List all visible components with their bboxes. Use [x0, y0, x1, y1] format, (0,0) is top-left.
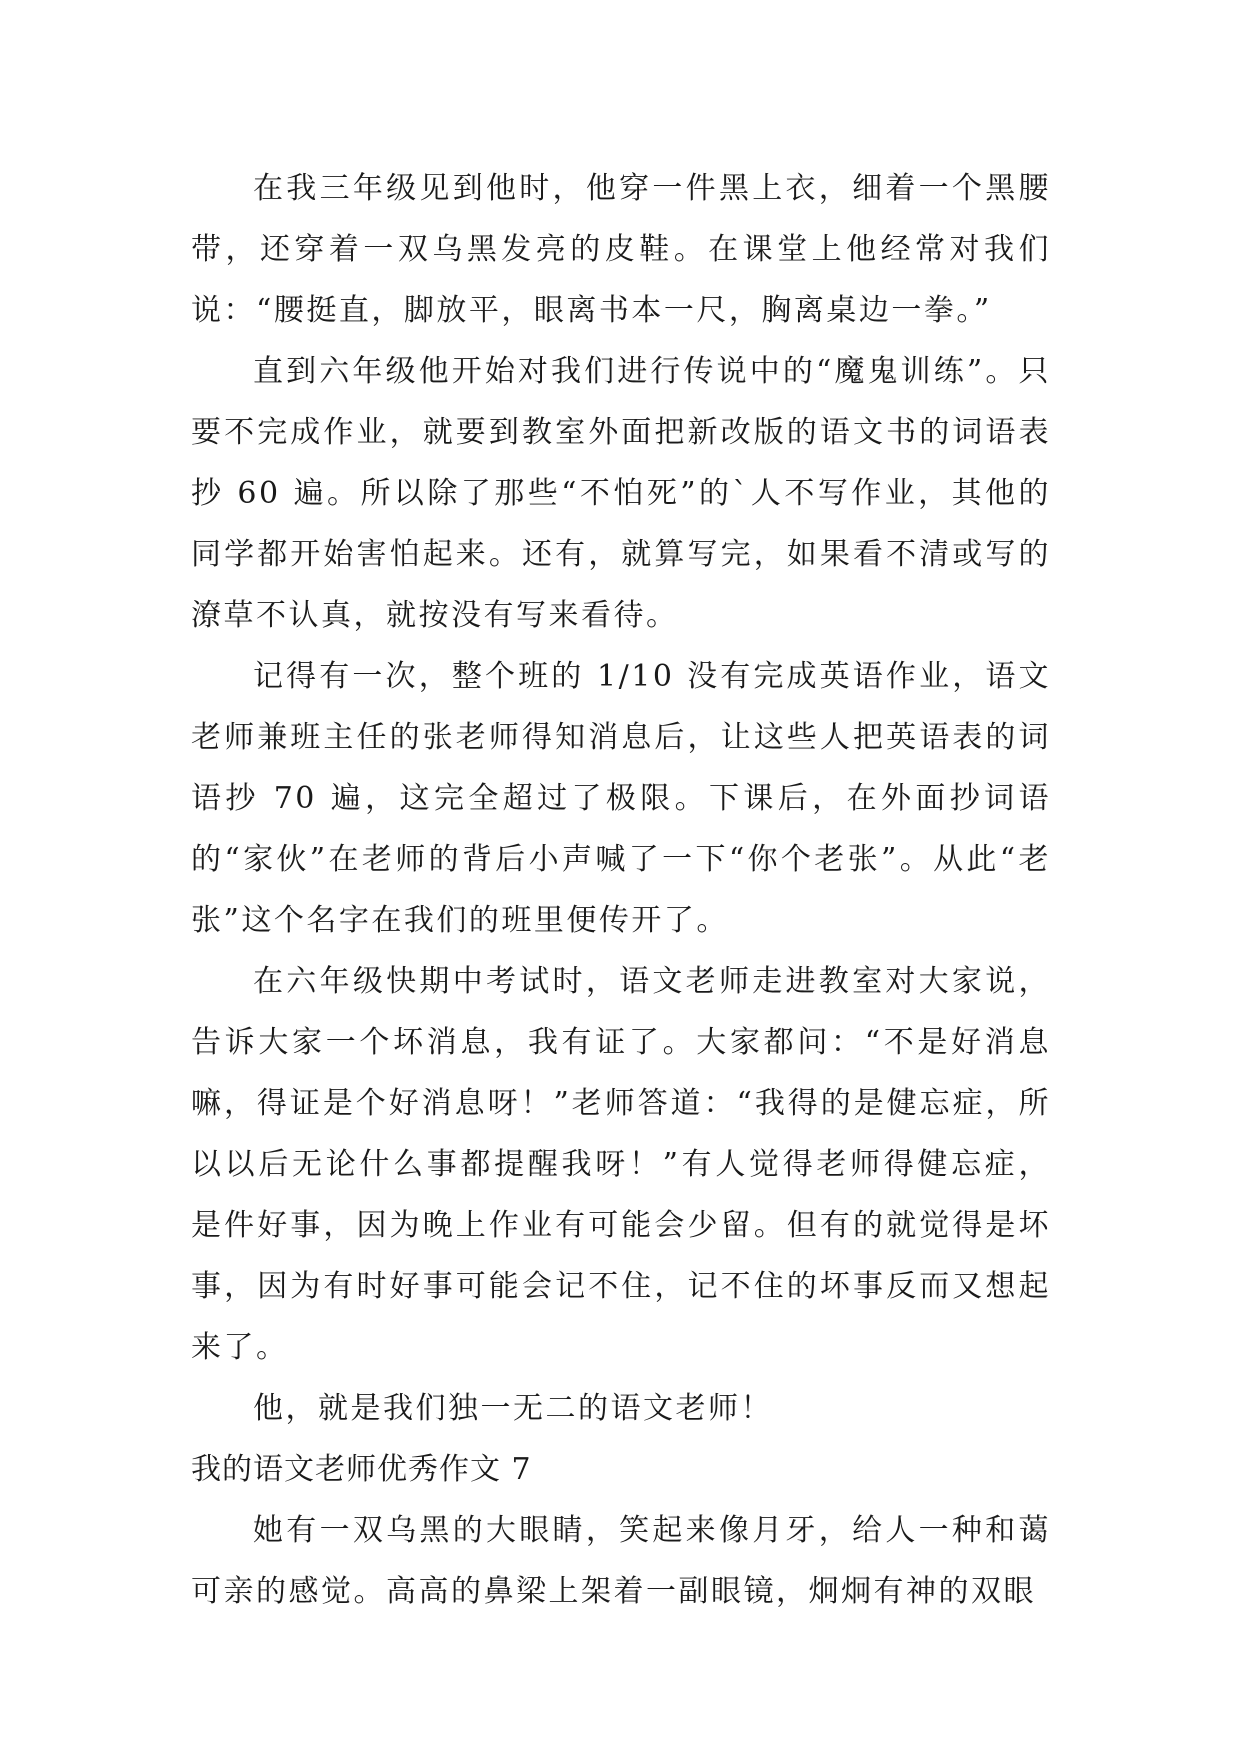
paragraph-2: 直到六年级他开始对我们进行传说中的“魔鬼训练”。只要不完成作业，就要到教室外面把新改版的语文书的词语表抄 60 遍。所以除了那些“不怕死”的`人不写作业，其他的同学都开始害怕起来。还有，就算写完，如果看不清或写的潦草不认真，就按没有写来看待。: [191, 354, 1051, 633]
section-heading: 我的语文老师优秀作文 7: [191, 1452, 532, 1487]
paragraph-4: 在六年级快期中考试时，语文老师走进教室对大家说，告诉大家一个坏消息，我有证了。大家都问：“不是好消息嘛，得证是个好消息呀！”老师答道：“我得的是健忘症，所以以后无论什么事都提醒我呀！”有人觉得老师得健忘症，是件好事，因为晚上作业有可能会少留。但有的就觉得是坏事，因为有时好事可能会记不住，记不住的坏事反而又想起来了。: [191, 964, 1051, 1365]
paragraph-3: 记得有一次，整个班的 1/10 没有完成英语作业，语文老师兼班主任的张老师得知消息后，让这些人把英语表的词语抄 70 遍，这完全超过了极限。下课后，在外面抄词语的“家伙”在老师的背后小声喊了一下“你个老张”。从此“老张”这个名字在我们的班里便传开了。: [191, 659, 1051, 938]
paragraph-5: 他，就是我们独一无二的语文老师！: [253, 1391, 773, 1426]
paragraph-1: 在我三年级见到他时，他穿一件黑上衣，细着一个黑腰带，还穿着一双乌黑发亮的皮鞋。在课堂上他经常对我们说：“腰挺直，脚放平，眼离书本一尺，胸离桌边一拳。”: [191, 171, 1051, 328]
section-paragraph-1: 她有一双乌黑的大眼睛，笑起来像月牙，给人一种和蔼可亲的感觉。高高的鼻梁上架着一副眼镜，炯炯有神的双眼: [191, 1513, 1051, 1609]
document-body: [191, 158, 1051, 1622]
